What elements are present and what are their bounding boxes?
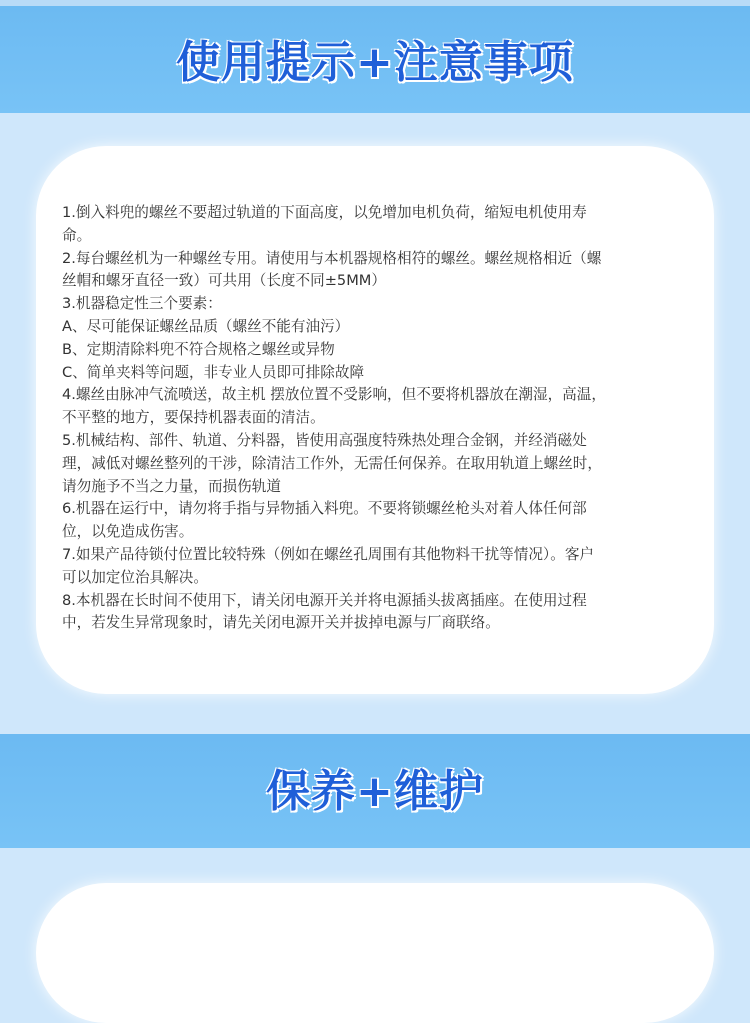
section-title-maintenance: 保养+维护	[266, 766, 484, 817]
section-header-usage-notes	[0, 6, 750, 113]
note-line: 理，减低对螺丝整列的干涉，除清洁工作外，无需任何保养。在取用轨道上螺丝时，	[62, 454, 602, 472]
note-line: 4.螺丝由脉冲气流喷送，故主机 摆放位置不受影响，但不要将机器放在潮湿，高温，	[62, 386, 606, 404]
note-line: 中，若发生异常现象时，请先关闭电源开关并拔掉电源与厂商联络。	[62, 614, 500, 632]
note-line: 5.机械结构、部件、轨道、分料器，皆使用高强度特殊热处理合金钢，并经消磁处	[62, 431, 587, 449]
note-line: 1.倒入料兜的螺丝不要超过轨道的下面高度，以免增加电机负荷，缩短电机使用寿	[62, 204, 587, 221]
note-line: 可以加定位治具解决。	[62, 568, 208, 586]
note-line: 7.如果产品待锁付位置比较特殊（例如在螺丝孔周围有其他物料干扰等情况）。客户	[62, 545, 595, 563]
note-line: C、简单夹料等问题，非专业人员即可排除故障	[62, 363, 365, 381]
note-line: 位，以免造成伤害。	[62, 523, 194, 541]
note-line: 8.本机器在长时间不使用下，请关闭电源开关并将电源插头拔离插座。在使用过程	[62, 591, 587, 609]
section-title-usage-notes: 使用提示+注意事项	[176, 36, 574, 88]
note-line: 6.机器在运行中，请勿将手指与异物插入料兜。不要将锁螺丝枪头对着人体任何部	[62, 500, 587, 518]
note-line: 丝帽和螺牙直径一致）可共用（长度不同±5MM）	[62, 272, 386, 290]
note-line: 3.机器稳定性三个要素：	[62, 295, 222, 313]
note-line: 命。	[62, 226, 92, 244]
note-line: B、定期清除料兜不符合规格之螺丝或异物	[62, 340, 335, 358]
section-header-maintenance	[0, 734, 750, 848]
note-line: 请勿施予不当之力量，而损伤轨道	[62, 477, 281, 495]
maintenance-card	[36, 883, 714, 1023]
note-line: A、尽可能保证螺丝品质（螺丝不能有油污）	[62, 317, 350, 335]
note-line: 2.每台螺丝机为一种螺丝专用。请使用与本机器规格相符的螺丝。螺丝规格相近（螺	[62, 249, 602, 267]
usage-notes-list	[62, 202, 702, 635]
note-line: 不平整的地方，要保持机器表面的清洁。	[62, 409, 325, 427]
